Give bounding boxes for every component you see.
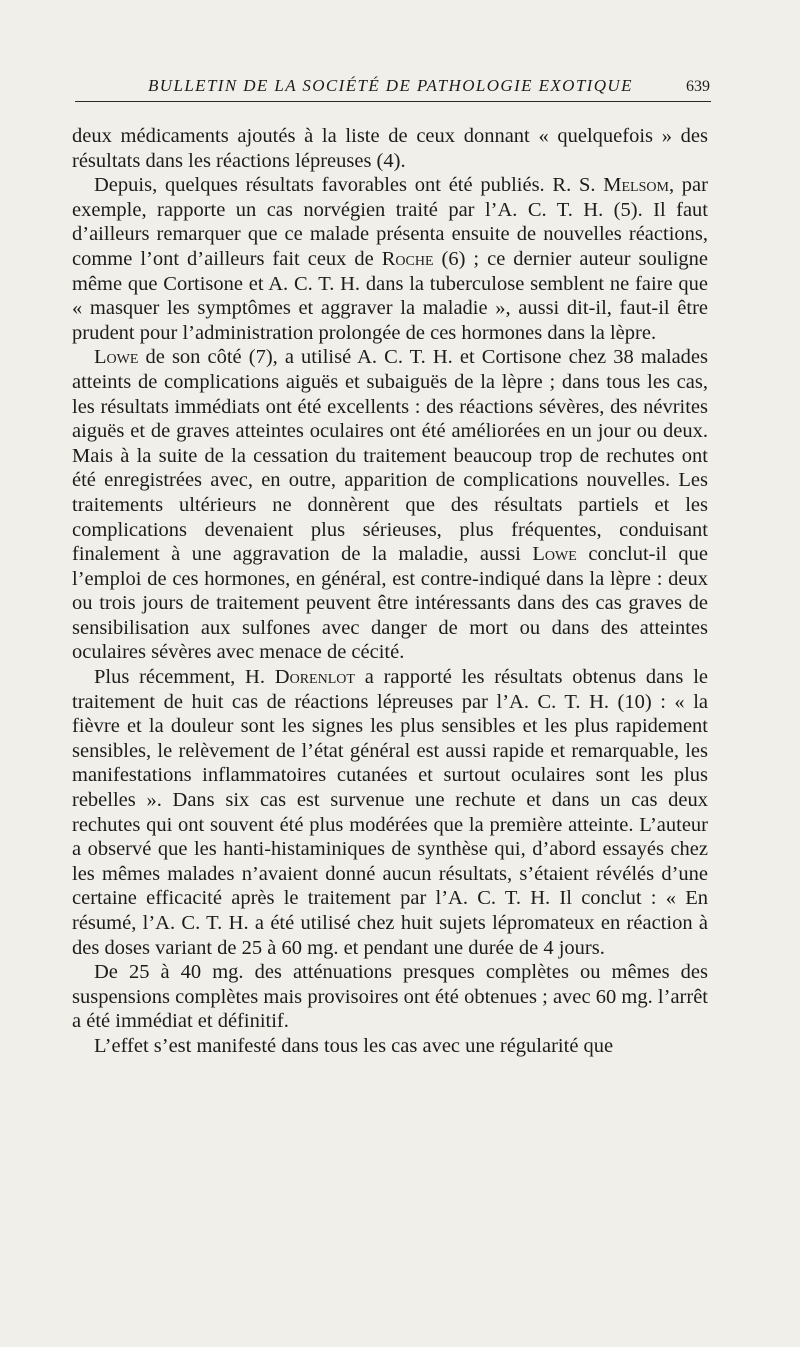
running-head: BULLETIN DE LA SOCIÉTÉ DE PATHOLOGIE EXOTIQUE <box>148 76 633 95</box>
author-name: Lowe <box>532 543 577 566</box>
paragraph-p5 <box>72 960 708 1034</box>
paragraph-p6 <box>72 1034 708 1059</box>
text-segment: L’effet s’est manifesté dans tous les cas avec une régularité que <box>94 1034 614 1057</box>
author-name: Dorenlot <box>274 666 355 689</box>
text-segment: De 25 à 40 mg. des atténuations presques complètes ou mêmes des suspensions complètes mais provisoires ont été obtenues ; avec 60 mg. l’arrêt a été immédiat et définitif. <box>72 961 708 1033</box>
text-segment: , par exemple, rapporte un cas norvégien traité par l’A. C. T. H. (5). Il faut d’ailleurs remarquer que ce malade présenta ensuite de nouvelles réactions, comme l’ont d’ailleurs fait ceux de <box>72 174 708 270</box>
author-name: Melsom <box>603 174 669 197</box>
article-body <box>72 124 708 1059</box>
paragraph-p3 <box>72 345 708 665</box>
author-name: Lowe <box>94 346 139 369</box>
text-segment: Depuis, quelques résultats favorables ont été publiés. R. S. <box>94 174 604 197</box>
page-number: 639 <box>686 78 710 95</box>
page-header <box>100 72 710 102</box>
text-segment: a rapporté les résultats obtenus dans le traitement de huit cas de réactions lépreuses par l’A. C. T. H. (10) : « la fièvre et la douleur sont les signes les plus sensibles et les plus rapidement sensibles, le relèvement de l’état général est aussi rapide et remarquable, les manifestations inflammatoires cutanées et surtout oculaires sont les plus rebelles ». Dans six cas est survenue une rechute et dans un cas deux rechutes qui ont souvent été plus modérées que la première atteinte. L’auteur a observé que les hanti-histaminiques de synthèse qui, d’abord essayés chez les mêmes malades n’avaient donné aucun résultats, s’étaient révélés d’une certaine efficacité après le traitement par l’A. C. T. H. Il conclut : « En résumé, l’A. C. T. H. a été utilisé chez huit sujets lépromateux en réaction à des doses variant de 25 à 60 mg. et pendant une durée de 4 jours. <box>72 666 708 959</box>
paragraph-p1 <box>72 124 708 173</box>
text-segment: de son côté (7), a utilisé A. C. T. H. et Cortisone chez 38 malades atteints de complications aiguës et subaiguës de la lèpre ; dans tous les cas, les résultats immédiats ont été excellents : des réactions sévères, des névrites aiguës et de graves atteintes oculaires ont été améliorées en un jour ou deux. Mais à la suite de la cessation du traitement beaucoup trop de rechutes ont été enregistrées avec, en outre, apparition de complications nouvelles. Les traitements ultérieurs ne donnèrent que des résultats partiels et les complications devenaient plus sérieuses, plus fréquentes, conduisant finalement à une aggravation de la maladie, aussi <box>72 346 708 566</box>
paragraph-p4 <box>72 665 708 960</box>
header-rule <box>75 101 711 102</box>
text-segment: deux médicaments ajoutés à la liste de ceux donnant « quelquefois » des résultats dans les réactions lépreuses (4). <box>72 125 708 172</box>
text-segment: Plus récemment, H. <box>94 666 275 689</box>
paragraph-p2 <box>72 173 708 345</box>
text-segment: (6) ; ce dernier auteur souligne même que Cortisone et A. C. T. H. dans la tuberculose semblent ne faire que « masquer les symptômes et aggraver la maladie », aussi dit-il, faut-il être prudent pour l’administration prolongée de ces hormones dans la lèpre. <box>72 247 708 344</box>
text-segment: conclut-il que l’emploi de ces hormones, en général, est contre-indiqué dans la lèpre : deux ou trois jours de traitement peuvent être intéressants dans des cas graves de sensibilisation aux sulfones avec danger de mort ou dans des atteintes oculaires sévères avec menace de cécité. <box>72 543 708 664</box>
author-name: Roche <box>381 247 434 270</box>
